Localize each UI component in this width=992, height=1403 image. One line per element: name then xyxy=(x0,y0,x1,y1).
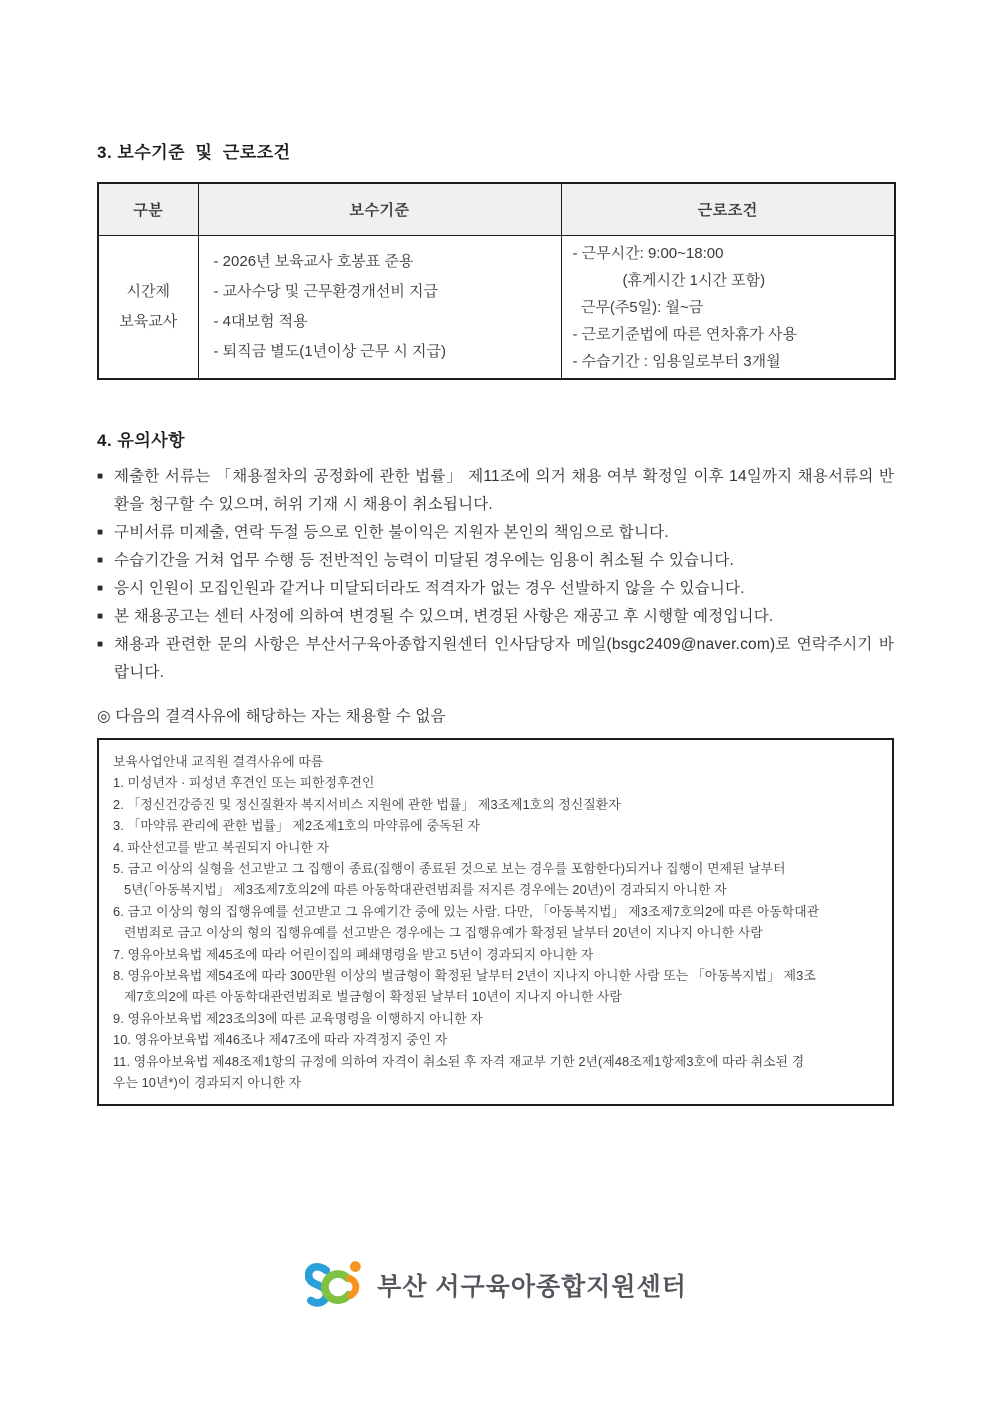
disqualification-line: 5. 금고 이상의 실형을 선고받고 그 집행이 종료(집행이 종료된 것으로 보는 경우를 포함한다)되거나 집행이 면제된 날부터 xyxy=(113,861,786,877)
disqualification-line: 10. 영유아보육법 제46조나 제47조에 따라 자격정지 중인 자 xyxy=(113,1032,448,1048)
table-row xyxy=(98,235,895,379)
notice-item xyxy=(97,575,894,603)
disqualification-heading: ◎ 다음의 결격사유에 해당하는 자는 채용할 수 없음 xyxy=(97,708,446,725)
notice-text: 구비서류 미제출, 연락 두절 등으로 인한 불이익은 지원자 본인의 책임으로 합니다. xyxy=(114,524,669,541)
document-page xyxy=(97,138,894,1106)
work-line: (휴게시간 1시간 포함) xyxy=(572,272,766,290)
work-cell xyxy=(561,235,895,379)
square-bullet-icon: ■ xyxy=(97,471,104,482)
work-line: - 근무시간: 9:00~18:00 xyxy=(572,245,724,263)
square-bullet-icon: ■ xyxy=(97,611,104,622)
notice-text: 채용과 관련한 문의 사항은 부산서구육아종합지원센터 인사담당자 메일(bsgc2409@naver.com)로 연락주시기 바랍니다. xyxy=(114,636,894,681)
work-line: - 수습기간 : 임용일로부터 3개월 xyxy=(572,353,781,371)
disqualification-line: 7. 영유아보육법 제45조에 따라 어린이집의 폐쇄명령을 받고 5년이 경과되지 아니한 자 xyxy=(113,946,594,962)
category-line: 시간제 xyxy=(126,282,170,300)
disqualification-line: 련범죄로 금고 이상의 형의 집행유예를 선고받은 경우에는 그 집행유예가 확정된 날부터 20년이 지나지 아니한 사람 xyxy=(113,925,763,941)
org-name: 부산 서구육아종합지원센터 xyxy=(377,1273,687,1301)
pay-line: - 교사수당 및 근무환경개선비 지급 xyxy=(213,282,439,300)
notice-item xyxy=(97,631,894,687)
square-bullet-icon: ■ xyxy=(97,583,104,594)
disqualification-line: 8. 영유아보육법 제54조에 따라 300만원 이상의 벌금형이 확정된 날부터 2년이 지나지 아니한 사람 또는 「아동복지법」 제3조 xyxy=(113,968,816,984)
disqualification-box xyxy=(97,738,894,1106)
square-bullet-icon: ■ xyxy=(97,527,104,538)
disqualification-line: 보육사업안내 교직원 결격사유에 따름 xyxy=(113,754,324,769)
notice-section-title: 4. 유의사항 xyxy=(97,431,186,450)
notice-item xyxy=(97,547,894,575)
pay-section-title: 3. 보수기준 및 근로조건 xyxy=(97,143,291,162)
table-header-row xyxy=(98,183,895,235)
pay-line: - 퇴직금 별도(1년이상 근무 시 지급) xyxy=(213,342,447,360)
notice-item xyxy=(97,603,894,631)
square-bullet-icon: ■ xyxy=(97,639,104,650)
pay-line: - 2026년 보육교사 호봉표 준용 xyxy=(213,252,414,270)
square-bullet-icon: ■ xyxy=(97,555,104,566)
disqualification-line: 9. 영유아보육법 제23조의3에 따른 교육명령을 이행하지 아니한 자 xyxy=(113,1010,483,1026)
center-logo-icon xyxy=(305,1258,367,1312)
category-cell xyxy=(98,235,198,379)
disqualification-line: 3. 「마약류 관리에 관한 법률」 제2조제1호의 마약류에 중독된 자 xyxy=(113,818,480,834)
notice-text: 제출한 서류는 「채용절차의 공정화에 관한 법률」 제11조에 의거 채용 여부 확정일 이후 14일까지 채용서류의 반환을 청구할 수 있으며, 허위 기재 시 채용이 취소됩니다. xyxy=(114,468,894,513)
work-line: - 근로기준법에 따른 연차휴가 사용 xyxy=(572,326,798,344)
header-work: 근로조건 xyxy=(561,183,895,235)
header-pay: 보수기준 xyxy=(198,183,561,235)
disqualification-line: 1. 미성년자 · 피성년 후견인 또는 피한정후견인 xyxy=(113,775,375,791)
disqualification-line: 4. 파산선고를 받고 복권되지 아니한 자 xyxy=(113,839,330,855)
pay-cell xyxy=(198,235,561,379)
disqualification-line: 11. 영유아보육법 제48조제1항의 규정에 의하여 자격이 취소된 후 자격 재교부 기한 2년(제48조제1항제3호에 따라 취소된 경 xyxy=(113,1053,805,1069)
disqualification-line: 제7호의2에 따른 아동학대관련범죄로 벌금형이 확정된 날부터 10년이 지나지 아니한 사람 xyxy=(113,989,622,1005)
category-line: 보육교사 xyxy=(119,312,178,330)
notice-item xyxy=(97,463,894,519)
notice-text: 본 채용공고는 센터 사정에 의하여 변경될 수 있으며, 변경된 사항은 재공고 후 시행할 예정입니다. xyxy=(114,608,774,625)
pay-conditions-table xyxy=(97,182,896,380)
notice-text: 수습기간을 거쳐 업무 수행 등 전반적인 능력이 미달된 경우에는 임용이 취소될 수 있습니다. xyxy=(114,552,735,569)
header-category: 구분 xyxy=(98,183,198,235)
notice-item xyxy=(97,519,894,547)
disqualification-line: 6. 금고 이상의 형의 집행유예를 선고받고 그 유예기간 중에 있는 사람. 다만, 「아동복지법」 제3조제7호의2에 따른 아동학대관 xyxy=(113,903,820,919)
pay-line: - 4대보험 적용 xyxy=(213,312,308,330)
disqualification-line: 2. 「정신건강증진 및 정신질환자 복지서비스 지원에 관한 법률」 제3조제1호의 정신질환자 xyxy=(113,796,621,812)
notice-list xyxy=(97,463,894,687)
disqualification-line: 우는 10년*)이 경과되지 아니한 자 xyxy=(113,1075,302,1091)
work-line: 근무(주5일): 월~금 xyxy=(572,299,704,317)
footer-logo xyxy=(0,1258,992,1312)
disqualification-line: 5년(「아동복지법」 제3조제7호의2에 따른 아동학대관련범죄를 저지른 경우에는 20년)이 경과되지 아니한 자 xyxy=(113,882,727,898)
notice-text: 응시 인원이 모집인원과 같거나 미달되더라도 적격자가 없는 경우 선발하지 않을 수 있습니다. xyxy=(114,580,745,597)
